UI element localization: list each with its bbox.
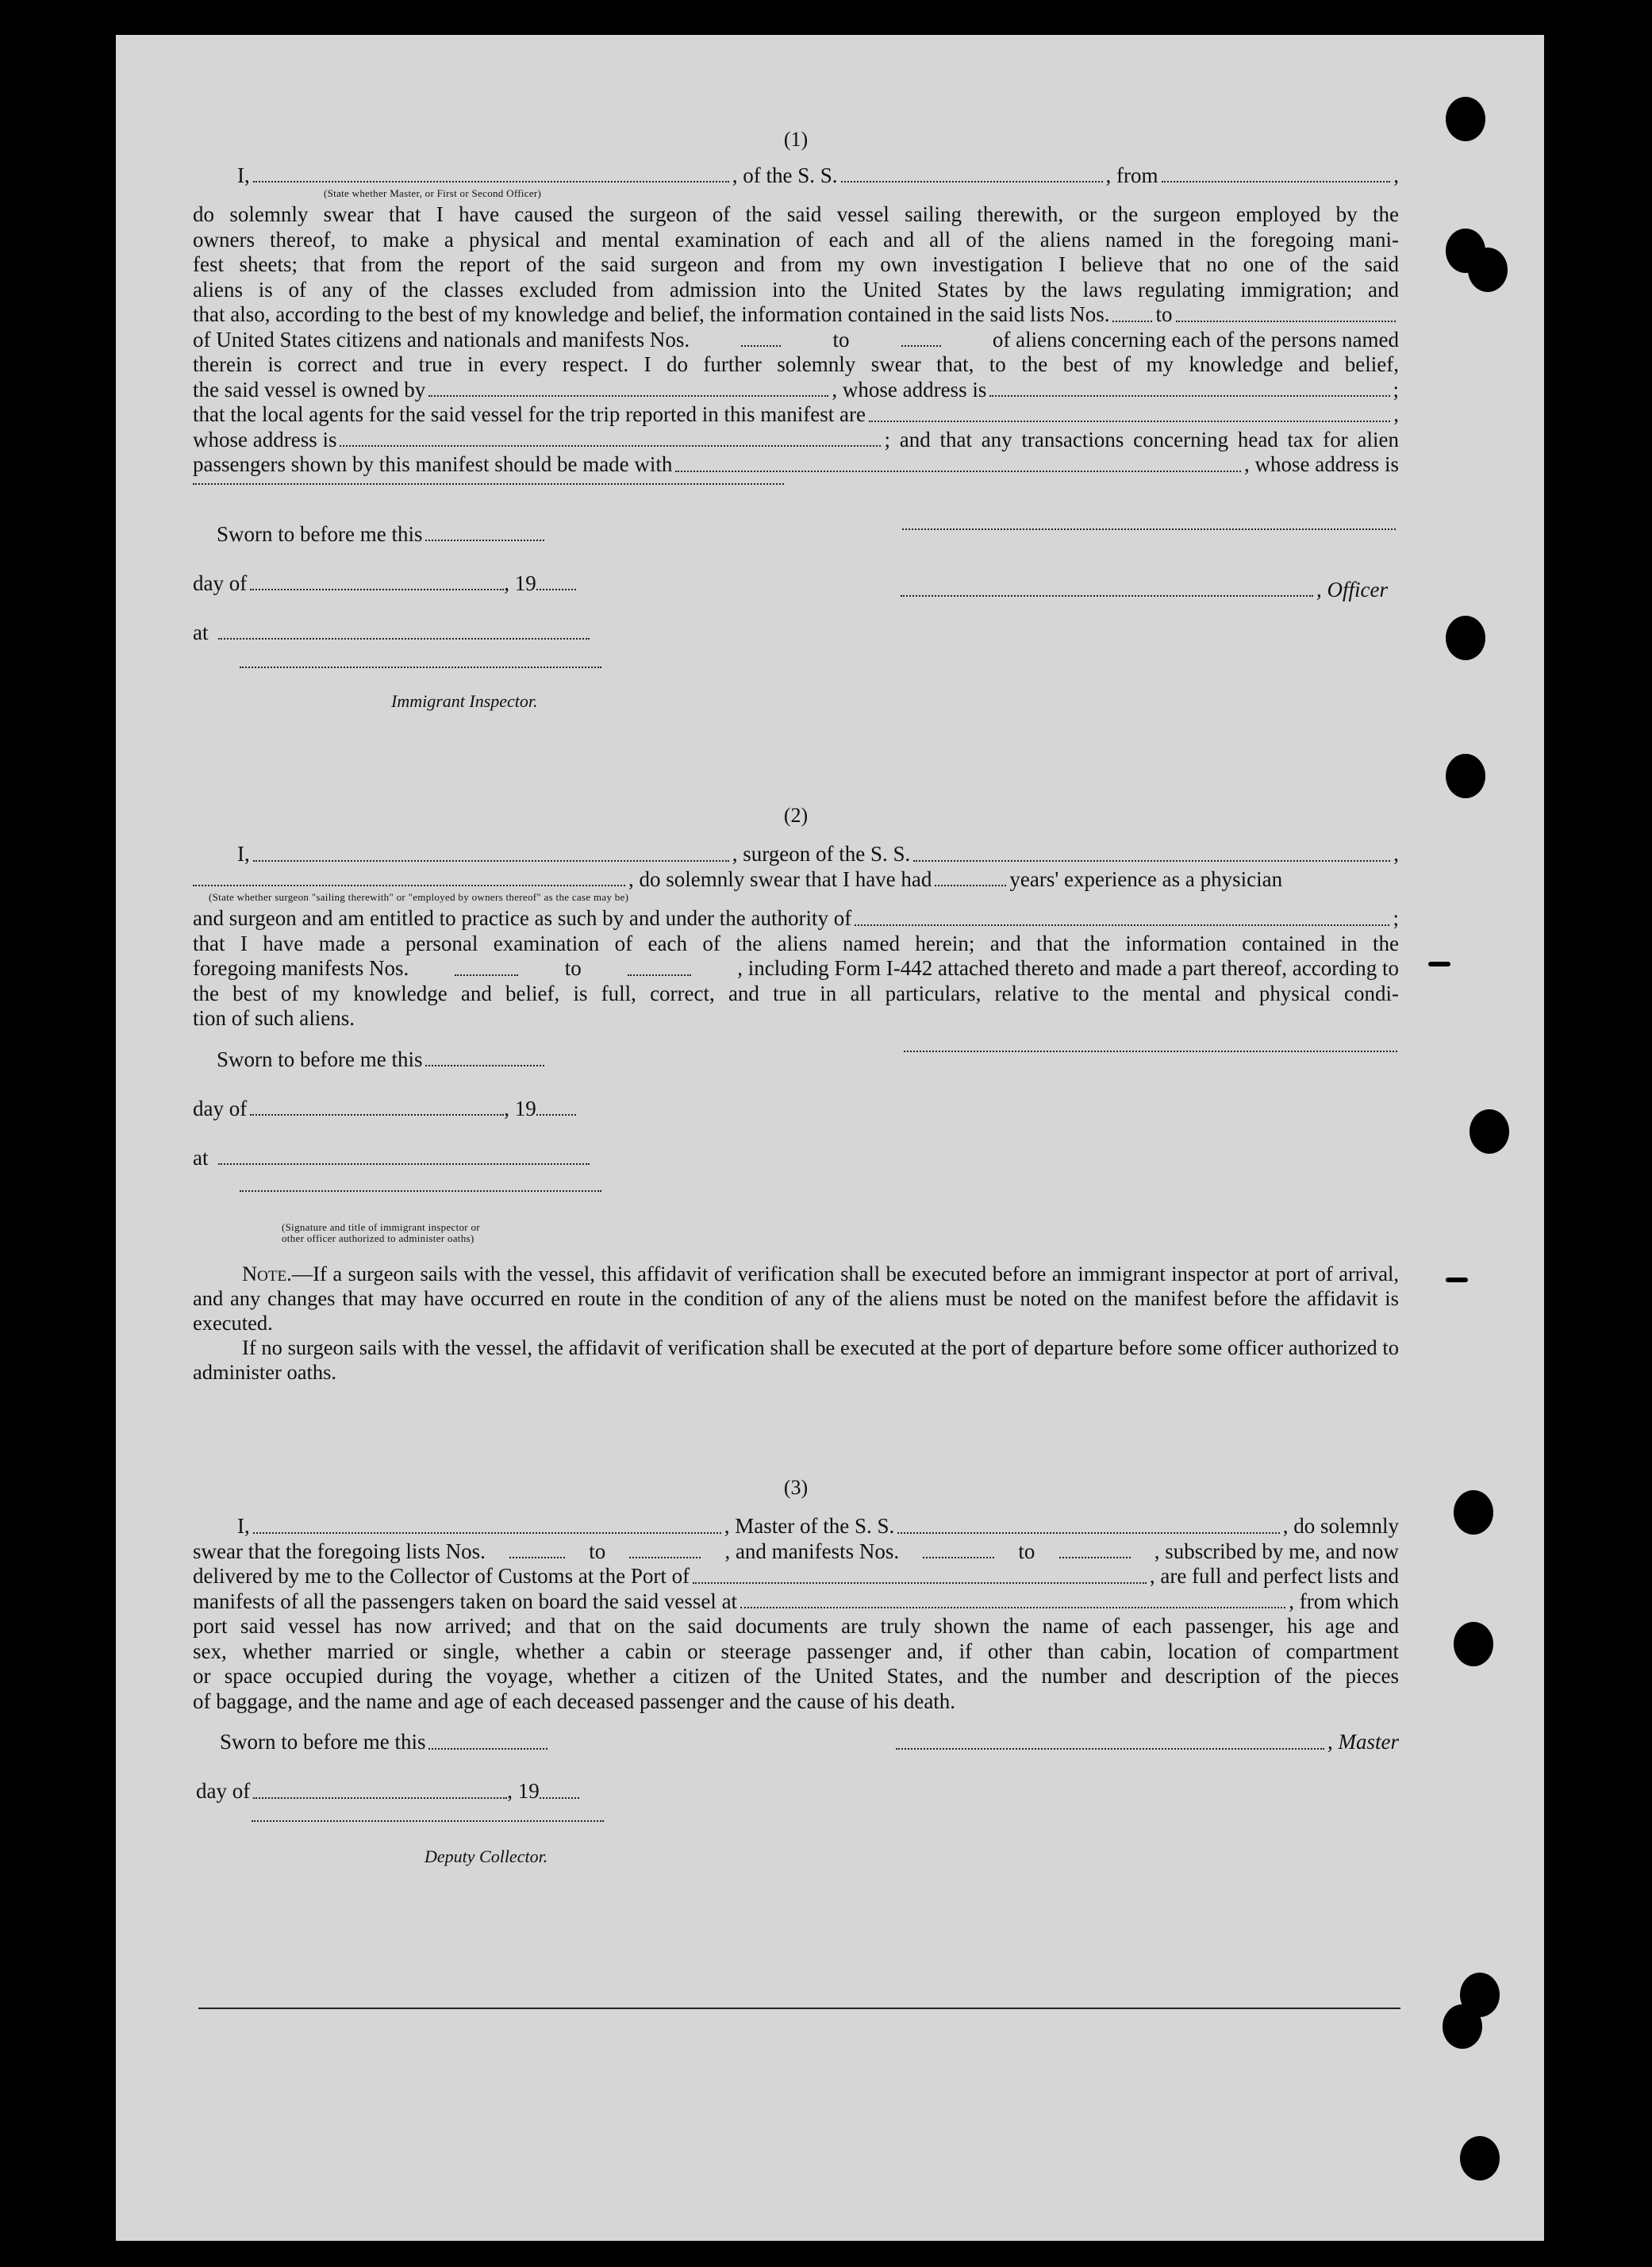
punch-hole [1446,97,1485,141]
local-agents-field[interactable] [869,421,1390,422]
owner-field[interactable] [428,395,828,397]
section-number: (2) [783,803,809,827]
agents-address-field[interactable] [340,445,881,447]
inspector-title: Immigrant Inspector. [391,690,538,711]
punch-hole [1443,2004,1482,2049]
note-paragraph: Note.—If a surgeon sails with the vessel, this affidavit of verification shall be executed before an immigrant inspector at port of arrival, and any changes that may have occurred en route in the condition of any of the aliens must be noted on the manifest before the affidavit is executed. [193,1261,1399,1335]
manifest-from-field-2[interactable] [455,974,518,976]
port-field[interactable] [693,1582,1147,1584]
sworn-date-field[interactable] [425,540,544,541]
inspector-signature-field-2[interactable] [240,1190,601,1192]
departure-port-field[interactable] [1162,181,1391,183]
year-field[interactable] [536,589,576,590]
ship-name-field-2[interactable] [913,860,1390,862]
master-name-field[interactable] [253,1532,721,1534]
master-signature-field[interactable] [896,1748,1324,1750]
section3-body: port said vessel has now arrived; and that on the said documents are truly shown the name of each passenger, his age and sex, whether married or single, whether a cabin or steerage passenger and, if other than cabin, location of compartment or space occupied during the voyage, whether a citizen of the United States, and the number and description of the pieces of baggage, and the name and age of each deceased passenger and the cause of his death. [193,1614,1399,1713]
punch-hole [1446,616,1485,660]
punch-hole [1454,1622,1493,1666]
year-field-2[interactable] [536,1114,576,1116]
field-caption: (State whether Master, or First or Second Officer) [324,187,542,199]
scan-mark [1428,962,1450,966]
officer-signature-line-1[interactable] [902,528,1396,530]
years-experience-field[interactable] [935,885,1006,886]
section-number: (1) [783,128,809,151]
officer-signature-field[interactable] [901,595,1313,597]
officer-rank-field[interactable] [253,181,729,183]
bottom-rule [198,2008,1400,2009]
sworn-date-field-2[interactable] [425,1065,544,1066]
surgeon-status-field[interactable] [193,885,625,886]
sworn-date-field-3[interactable] [428,1748,547,1750]
list-to-field-3[interactable] [629,1557,701,1558]
punch-hole [1470,1109,1509,1154]
punch-hole [1460,2136,1500,2181]
manifest-from-field-3[interactable] [923,1557,994,1558]
list-from-field[interactable] [1112,321,1152,322]
collector-signature-field[interactable] [252,1820,604,1822]
manifest-to-field[interactable] [901,345,941,347]
surgeon-signature-field[interactable] [904,1051,1397,1052]
owner-address-field[interactable] [989,395,1389,397]
manifest-to-field-2[interactable] [628,974,691,976]
punch-hole [1468,248,1508,292]
scan-mark [1446,1278,1468,1282]
list-to-field[interactable] [1176,321,1397,322]
section1-signature-block: Sworn to before me this day of , 19 at Immigrant Inspector. , Officer [193,490,1399,728]
affidavit-form: (1) I, , of the S. S. , from , (State whether Master, or First or Second Officer) do solemnly swear that I have caused the surgeon of the said vessel sailing therewith, or the surgeon employed by the owners thereof, to make a physical and mental examination of each and all of the aliens named in the foregoing mani- fest sheets; that from the report of the said surgeon and from my own investigation I believe that no one of the said aliens is of any of the classes excluded from admission into the United States by the laws regulating immigration; and that also, according to the best of my knowledge and belief, the information contained in the said lists Nos. to of United States citizens and nationals and manifests Nos. to of aliens concerning each of the persons named therein is correct and true in every respect. I do further solemnly swear that, to the best of my knowledge and belief, the said vessel is owned by , whose address is ; that the local agents for the said vessel for the trip reported in this manifest are , whose address is ; and that any transactions concerning head tax for alien passengers shown by this manifest should be made with , whose address is Sworn to before me this day of , 19 at Immigrant Inspector. , Officer (2) I, , surgeon of the S. S. , , do solemnly swear that I have had years' experience as a physician (State whether surgeon "sailing therewith" or "employed by owners thereof" as the case may be) and surgeon and am entitled to practice as such by and under the authority of ; that I have made a personal examination of each of the aliens named herein; and that the information contained in the foregoing manifests Nos. to , including Form I-442 attached thereto and made a part thereof, according to the best of my knowledge and belief, is full, correct, and true in all particulars, relative to the mental and physical condi- tion of such aliens. Sworn to before me this day of , 19 at (Signature and title of immigrant inspector or other officer authorized to administer oaths) Note.—If a surgeon sails with the vessel, this affidavit of verification shall be executed before an immigrant inspector at port of arrival, and any changes that may have occurred en route in the condition of any of the aliens must be noted on the manifest before the affidavit is executed. If no surgeon sails with the vessel, the affidavit of verification shall be executed at the port of departure before some officer authorized to administer oaths. (3) I, , Master of the S. S. , do solemnly swear that the foregoing lists Nos. to , and manifests Nos. to , subscribed by me, and now delivered by me to the Collector of Customs at the Port of , are full and perfect lists and manifests of all the passengers taken on board the said vessel at , from which port said vessel has now arrived; and that on the said documents are truly shown the name of each passenger, his age and sex, whether married or single, whether a cabin or steerage passenger and, if other than cabin, location of compartment or space occupied during the voyage, whether a citizen of the United States, and the number and description of the pieces of baggage, and the name and age of each deceased passenger and the cause of his death. Sworn to before me this , Master day of , 19 Deputy Collector. [193,127,1399,1873]
section2-signature-block: Sworn to before me this day of , 19 at (Signature and title of immigrant inspector or other officer authorized to administer oaths) [193,1032,1399,1262]
ship-name-field[interactable] [841,181,1103,183]
list-from-field-3[interactable] [509,1557,565,1558]
collector-title: Deputy Collector. [425,1846,548,1866]
embarkation-field[interactable] [740,1607,1285,1608]
year-field-3[interactable] [540,1797,579,1799]
month-field[interactable] [250,589,504,590]
authority-field[interactable] [855,924,1389,926]
manifest-from-field[interactable] [741,345,781,347]
section-number: (3) [783,1475,809,1499]
surgeon-name-field[interactable] [253,860,729,862]
head-tax-contact-field[interactable] [675,471,1241,472]
note-paragraph-2: If no surgeon sails with the vessel, the affidavit of verification shall be executed at the port of departure before some officer authorized to administer oaths. [193,1335,1399,1384]
inspector-signature-field[interactable] [240,667,601,668]
ship-name-field-3[interactable] [897,1532,1280,1534]
punch-hole [1446,754,1485,798]
month-field-3[interactable] [253,1797,507,1799]
manifest-to-field-3[interactable] [1059,1557,1131,1558]
field-caption: (State whether surgeon "sailing therewith" or "employed by owners thereof" as the case may be) [209,891,629,903]
section1-body: do solemnly swear that I have caused the surgeon of the said vessel sailing therewith, or the surgeon employed by the owners thereof, to make a physical and mental examination of each and all of the aliens named in the foregoing mani- fest sheets; that from the report of the said surgeon and from my own investigation I believe that no one of the said aliens is of any of the classes excluded from admission into the United States by the laws regulating immigration; and [193,202,1399,302]
head-tax-address-field[interactable] [193,483,784,485]
section1-intro-line: I, , of the S. S. , from , [237,163,1399,187]
punch-hole [1454,1490,1493,1535]
place-field[interactable] [218,638,590,640]
place-field-2[interactable] [218,1163,590,1165]
month-field-2[interactable] [250,1114,504,1116]
section3-signature-block: Sworn to before me this , Master day of , 19 Deputy Collector. [193,1714,1399,1873]
